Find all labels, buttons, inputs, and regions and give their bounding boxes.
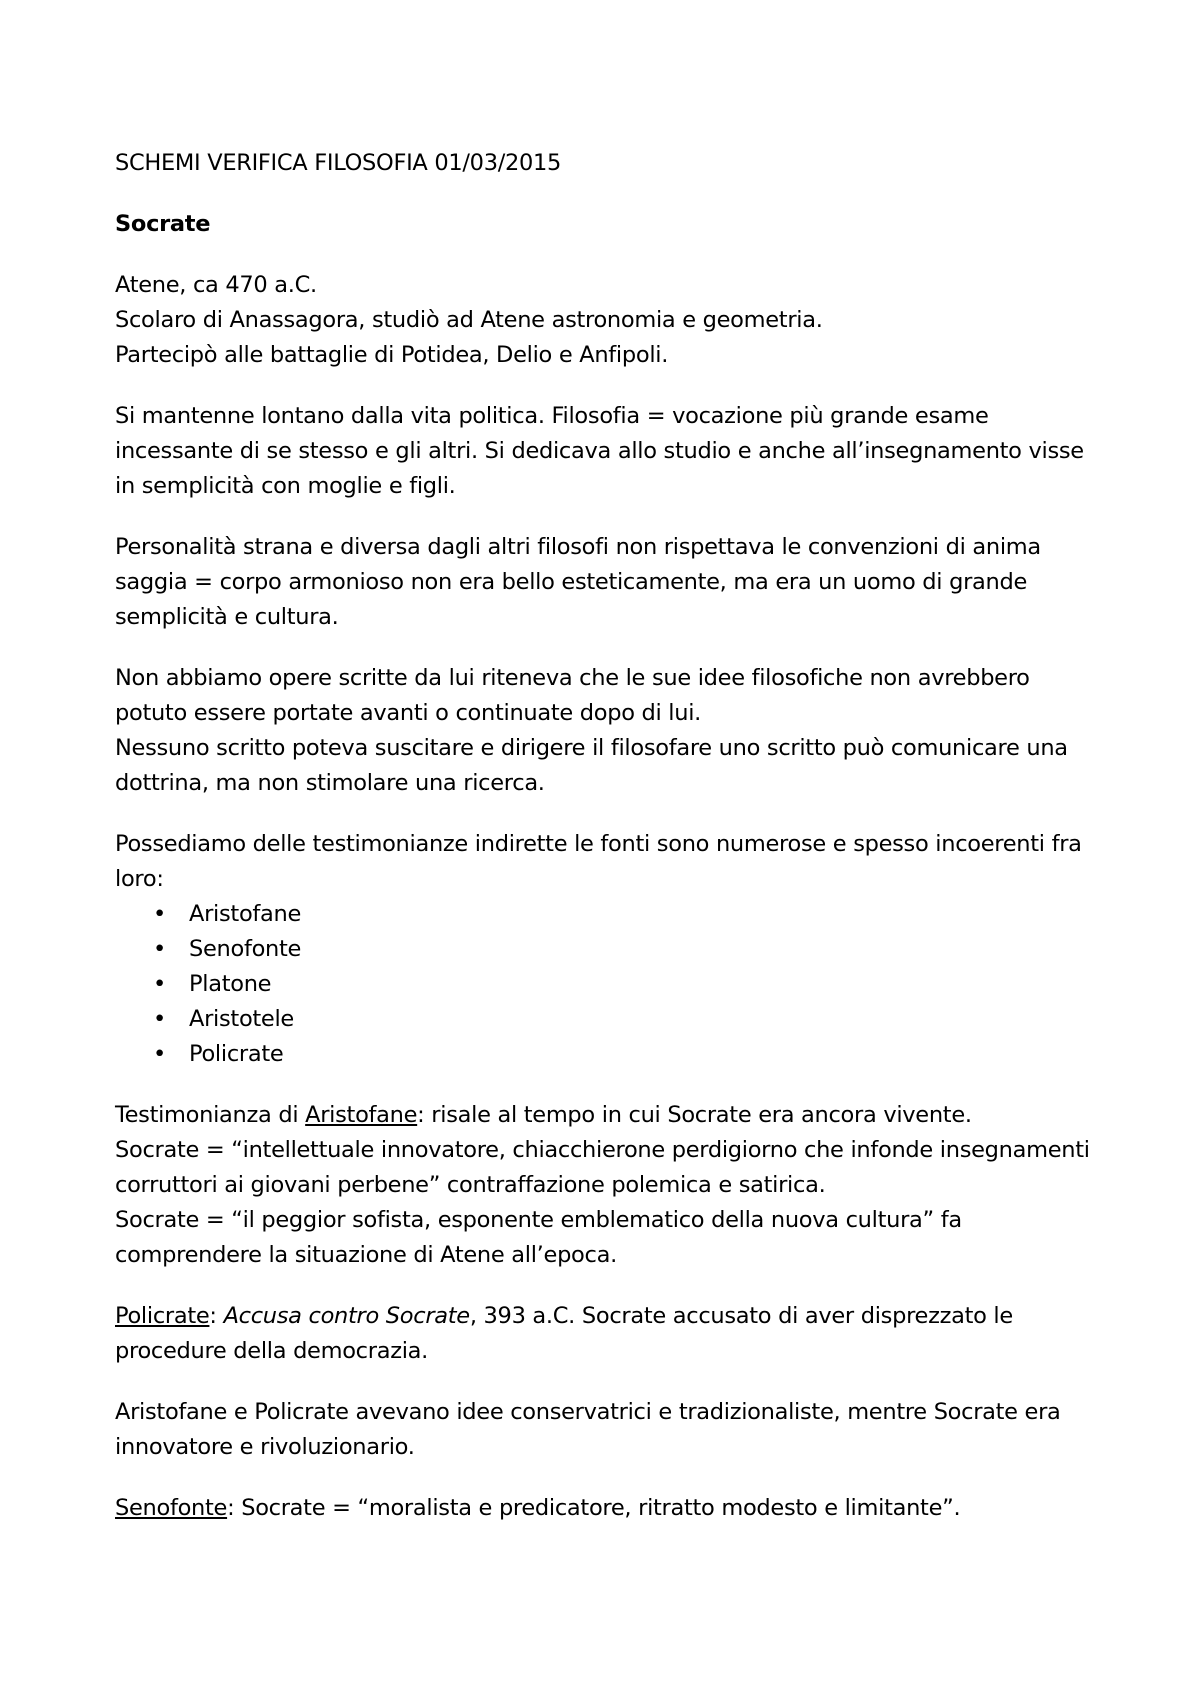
- list-item-label: Senofonte: [189, 936, 302, 962]
- list-item-label: Aristotele: [189, 1006, 294, 1032]
- bullet-icon: •: [153, 901, 166, 927]
- bullet-icon: •: [153, 1041, 166, 1067]
- aristofane-name: Aristofane: [305, 1102, 418, 1128]
- bio-line-birth: Atene, ca 470 a.C.: [115, 272, 317, 298]
- bullet-icon: •: [153, 1006, 166, 1032]
- politics-paragraph: Si mantenne lontano dalla vita politica. Filosofia = vocazione più grande esame incessante di se stesso e gli altri. Si dedicava allo studio e anche all’insegnamento visse in semplicità con moglie e figli.: [115, 403, 1084, 499]
- writings-paragraph: [115, 661, 1100, 801]
- policrate-text: , 393 a.C. Socrate accusato di aver disprezzato le procedure della democrazia.: [115, 1303, 1013, 1364]
- list-item: [153, 897, 1100, 932]
- sources-list: [115, 897, 1100, 1072]
- aristofane-text-3: Socrate = “il peggior sofista, esponente emblematico della nuova cultura” fa comprendere la situazione di Atene all’epoca.: [115, 1207, 962, 1268]
- senofonte-text: : Socrate = “moralista e predicatore, ritratto modesto e limitante”.: [227, 1495, 961, 1521]
- list-item: [153, 1002, 1100, 1037]
- aristofane-text-1: : risale al tempo in cui Socrate era ancora vivente.: [417, 1102, 972, 1128]
- list-item-label: Platone: [189, 971, 272, 997]
- bio-line-battles: Partecipò alle battaglie di Potidea, Delio e Anfipoli.: [115, 342, 669, 368]
- list-item-label: Aristofane: [189, 901, 302, 927]
- policrate-work-title: Accusa contro Socrate: [223, 1303, 470, 1329]
- aristofane-text-2: Socrate = “intellettuale innovatore, chiacchierone perdigiorno che infonde insegnamenti corruttori ai giovani perbene” contraffazione polemica e satirica.: [115, 1137, 1090, 1198]
- personality-paragraph: Personalità strana e diversa dagli altri filosofi non rispettava le convenzioni di anima saggia = corpo armonioso non era bello esteticamente, ma era un uomo di grande semplicità e cultura.: [115, 534, 1041, 630]
- list-item: [153, 967, 1100, 1002]
- list-item: [153, 1037, 1100, 1072]
- list-item-label: Policrate: [189, 1041, 284, 1067]
- compare-paragraph: Aristofane e Policrate avevano idee conservatrici e tradizionaliste, mentre Socrate era innovatore e rivoluzionario.: [115, 1399, 1061, 1460]
- bullet-icon: •: [153, 971, 166, 997]
- writings-line-1: Non abbiamo opere scritte da lui riteneva che le sue idee filosofiche non avrebbero potuto essere portate avanti o continuate dopo di lui.: [115, 665, 1030, 726]
- aristofane-label: Testimonianza di: [115, 1102, 306, 1128]
- sources-intro-paragraph: Possediamo delle testimonianze indirette le fonti sono numerose e spesso incoerenti fra loro:: [115, 831, 1082, 892]
- policrate-colon: :: [209, 1303, 224, 1329]
- bio-line-education: Scolaro di Anassagora, studiò ad Atene astronomia e geometria.: [115, 307, 823, 333]
- policrate-paragraph: [115, 1299, 1100, 1369]
- bio-paragraph: [115, 268, 1100, 373]
- list-item: [153, 932, 1100, 967]
- aristofane-paragraph: [115, 1098, 1100, 1273]
- section-heading: Socrate: [115, 211, 211, 237]
- senofonte-paragraph: [115, 1491, 1100, 1526]
- bullet-icon: •: [153, 936, 166, 962]
- policrate-name: Policrate: [115, 1303, 210, 1329]
- document-title: SCHEMI VERIFICA FILOSOFIA 01/03/2015: [115, 150, 562, 176]
- writings-line-2: Nessuno scritto poteva suscitare e dirigere il filosofare uno scritto può comunicare una dottrina, ma non stimolare una ricerca.: [115, 735, 1068, 796]
- senofonte-name: Senofonte: [115, 1495, 228, 1521]
